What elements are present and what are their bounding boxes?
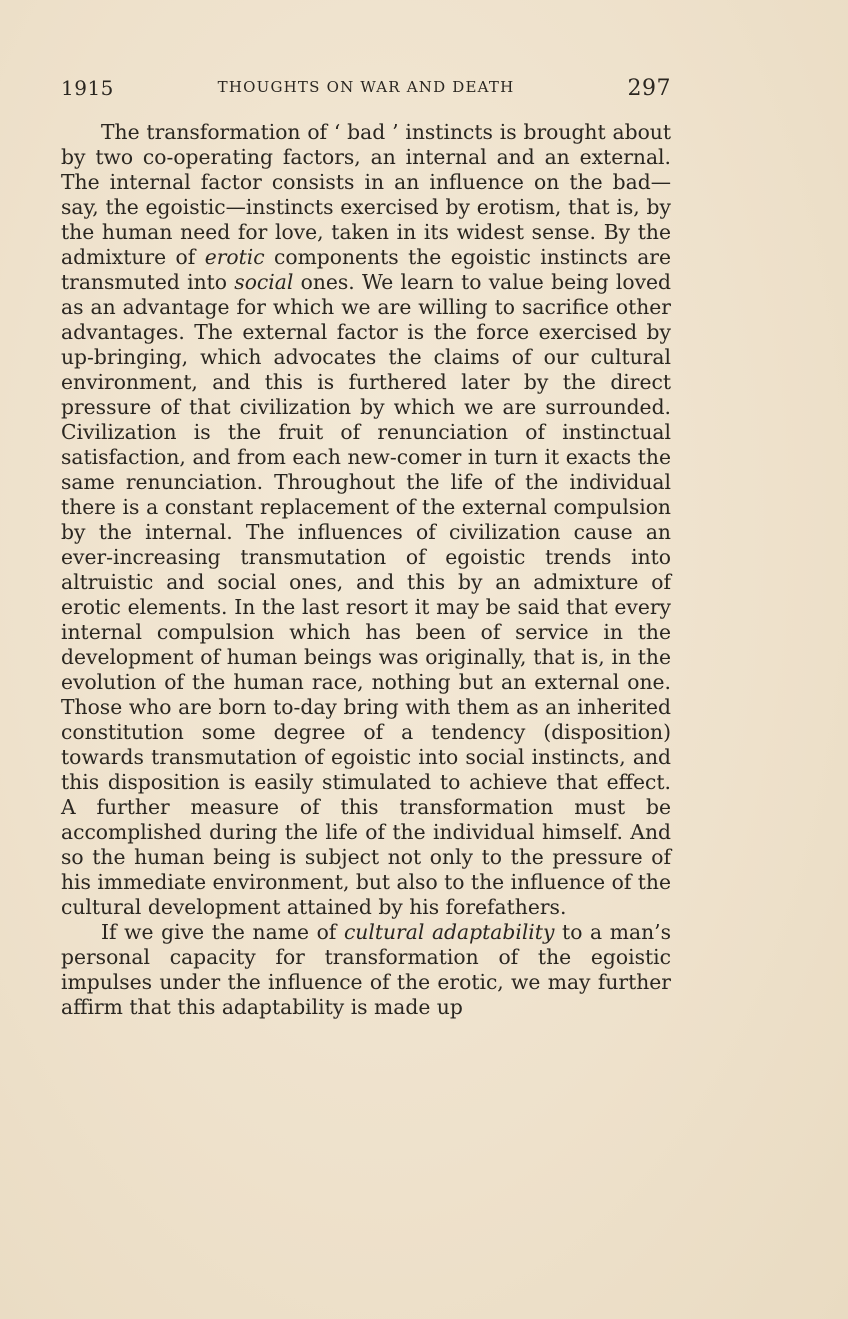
paragraph-1-text-2: components the egoistic instincts are transmuted into (61, 245, 671, 294)
paragraph-1-italic-social: social (234, 270, 294, 294)
paragraph-2-text-2: to a man’s personal capacity for transformation of the egoistic impulses under the influence of the erotic, we may further affirm that this adaptability is made up (61, 920, 671, 1019)
paragraph-2-italic-cultural-adaptability: cultural adaptability (343, 920, 555, 944)
page-number: 297 (627, 76, 671, 101)
paragraph-1-italic-erotic: erotic (204, 245, 265, 269)
running-head (61, 70, 671, 112)
paragraph-2-text-1: If we give the name of (101, 920, 344, 944)
paragraph-1-text-1: The transformation of ‘ bad ’ instincts is brought about by two co-operating factors, an internal and an external. The internal factor consists in an influence on the bad—say, the egoistic—instincts exercised by erotism, that is, by the human need for love, taken in its widest sense. By the admixture of (61, 120, 671, 269)
running-head-year: 1915 (61, 76, 114, 100)
body-text (61, 120, 671, 1020)
running-head-title: THOUGHTS ON WAR AND DEATH (217, 78, 515, 96)
book-page (61, 70, 671, 1020)
paragraph-1 (61, 120, 671, 920)
paragraph-1-text-3: ones. We learn to value being loved as an advantage for which we are willing to sacrifice other advantages. The external factor is the force exercised by up-bringing, which advocates the claims of our cultural environment, and this is furthered later by the direct pressure of that civilization by which we are surrounded. Civilization is the fruit of renunciation of instinctual satisfaction, and from each new-comer in turn it exacts the same renunciation. Throughout the life of the individual there is a constant replacement of the external compulsion by the internal. The influences of civilization cause an ever-increasing transmutation of egoistic trends into altruistic and social ones, and this by an admixture of erotic elements. In the last resort it may be said that every internal compulsion which has been of service in the development of human beings was originally, that is, in the evolution of the human race, nothing but an external one. Those who are born to-day bring with them as an inherited constitution some degree of a tendency (disposition) towards transmutation of egoistic into social instincts, and this disposition is easily stimulated to achieve that effect. A further measure of this transformation must be accomplished during the life of the individual himself. And so the human being is subject not only to the pressure of his immediate environment, but also to the influence of the cultural development attained by his forefathers. (61, 270, 672, 919)
paragraph-2 (61, 920, 671, 1020)
